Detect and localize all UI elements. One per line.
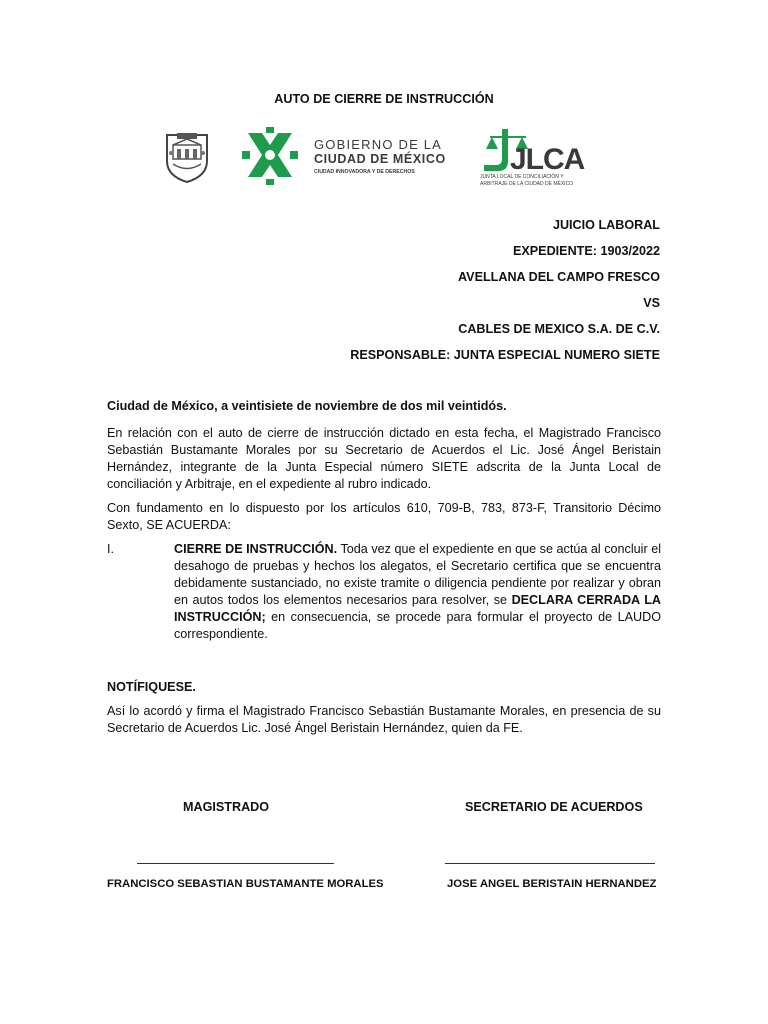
date-line: Ciudad de México, a veintisiete de noviembre de dos mil veintidós.	[107, 399, 507, 413]
signature-title-secretary: SECRETARIO DE ACUERDOS	[465, 800, 643, 814]
cdmx-logo-line1: GOBIERNO DE LA	[314, 137, 443, 152]
jlca-logo-mark: JLCA	[510, 143, 585, 176]
case-type: JUICIO LABORAL	[552, 218, 660, 232]
document-body	[107, 398, 661, 744]
case-info-block	[220, 212, 660, 368]
list-item-number: I.	[107, 542, 114, 556]
list-item	[107, 541, 661, 643]
signature-line-secretary	[445, 863, 655, 864]
case-defendant: CABLES DE MEXICO S.A. DE C.V.	[458, 322, 660, 336]
cdmx-logo-line3: CIUDAD INNOVADORA Y DE DERECHOS	[314, 169, 415, 175]
signature-name-magistrate: FRANCISCO SEBASTIAN BUSTAMANTE MORALES	[107, 878, 384, 890]
case-versus: VS	[643, 296, 660, 310]
coat-of-arms-seal-icon	[163, 131, 211, 183]
signature-name-secretary: JOSE ANGEL BERISTAIN HERNANDEZ	[447, 878, 657, 890]
paragraph-legal-basis: Con fundamento en lo dispuesto por los artículos 610, 709-B, 783, 873-F, Transitorio Décimo Sexto, SE ACUERDA:	[107, 501, 661, 532]
case-file-number: EXPEDIENTE: 1903/2022	[512, 244, 660, 258]
list-item-text-1: Toda vez que el expediente en que se actúa al concluir el desahogo de pruebas y hechos los alegatos, el Secretario certifica que se encuentra debidamente sustanciado, no existe tramite o diligencia pendiente por realizar y obran en autos todos los elementos necesarios para resolver, se	[174, 542, 662, 607]
case-plaintiff: AVELLANA DEL CAMPO FRESCO	[458, 270, 660, 284]
jlca-logo-line1: JUNTA LOCAL DE CONCILIACIÓN Y	[480, 174, 564, 180]
signature-title-magistrate: MAGISTRADO	[183, 800, 270, 814]
document-title: AUTO DE CIERRE DE INSTRUCCIÓN	[274, 92, 494, 106]
header-logos	[160, 125, 600, 191]
case-responsible: RESPONSABLE: JUNTA ESPECIAL NUMERO SIETE	[350, 348, 660, 362]
jlca-logo-line2: ARBITRAJE DE LA CIUDAD DE MÉXICO	[480, 181, 574, 187]
cdmx-logo-line2: CIUDAD DE MÉXICO	[314, 152, 446, 166]
list-item-heading: CIERRE DE INSTRUCCIÓN.	[174, 542, 338, 556]
list-item-text-2: en consecuencia, se procede para formular el proyecto de LAUDO correspondiente.	[174, 610, 661, 641]
paragraph-intro: En relación con el auto de cierre de instrucción dictado en esta fecha, el Magistrado Francisco Sebastián Bustamante Morales por su Secretario de Acuerdos el Lic. José Ángel Beristain Hernández, integrante de la Junta Especial número SIETE adscrita de la Junta Local de conciliación y Arbitraje, en el expediente al rubro indicado.	[107, 426, 661, 491]
list-item-declaration: DECLARA CERRADA LA INSTRUCCIÓN;	[174, 593, 661, 624]
signature-line-magistrate	[137, 863, 334, 864]
paragraph-closing: Así lo acordó y firma el Magistrado Francisco Sebastián Bustamante Morales, en presencia de su Secretario de Acuerdos Lic. José Ángel Beristain Hernández, quien da FE.	[107, 704, 661, 735]
cdmx-government-logo	[238, 125, 463, 189]
notify-heading: NOTÍFIQUESE.	[107, 680, 196, 694]
jlca-logo	[478, 125, 598, 189]
list-item-body	[174, 541, 661, 643]
